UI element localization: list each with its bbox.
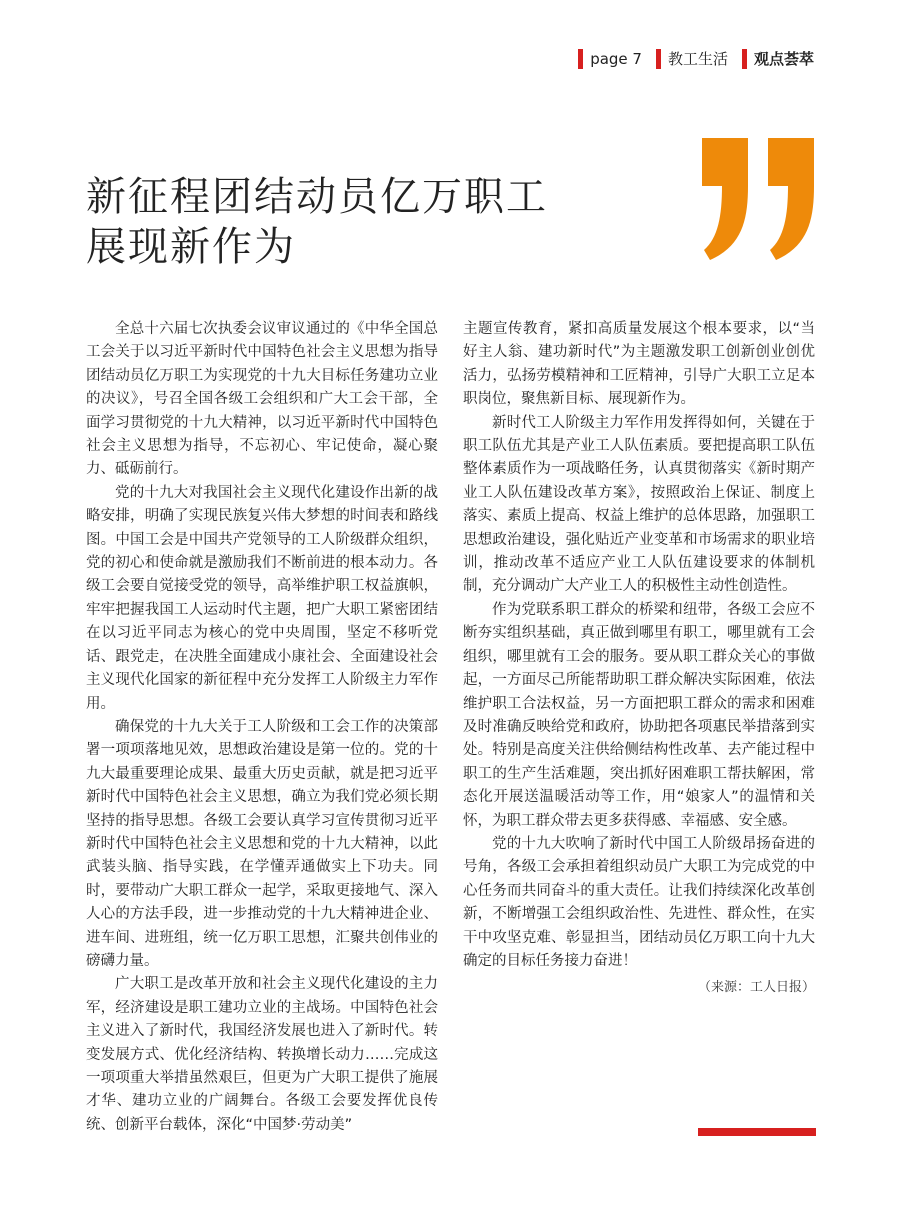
article-source: （来源：工人日报） [697, 980, 815, 996]
column-label: 观点荟萃 [753, 50, 814, 68]
footer-accent-bar [698, 1128, 816, 1136]
paragraph: 作为党联系职工群众的桥梁和纽带，各级工会应不断夯实组织基础，真正做到哪里有职工，哪里就有工会组织，哪里就有工会的服务。要从职工群众关心的事做起，一方面尽己所能帮助职工群众解决实际困难，依法维护职工合法权益，另一方面把职工群众的需求和困难及时准确反映给党和政府，协助把各项惠民举措落到实处。特别是高度关注供给侧结构性改革、去产能过程中职工的生产生活难题，突出抓好困难职工帮扶解困，常态化开展送温暖活动等工作，用“娘家人”的温情和关怀，为职工群众带去更多获得感、幸福感、安全感。 [463, 601, 815, 829]
paragraph: 全总十六届七次执委会议审议通过的《中华全国总工会关于以习近平新时代中国特色社会主义思想为指导 团结动员亿万职工为实现党的十九大目标任务建功立业的决议》，号召全国各级工会组织和广大工会干部，全面学习贯彻党的十九大精神，以习近平新时代中国特色社会主义思想为指导，不忘初心、牢记使命，凝心聚力、砥砺前行。 [86, 321, 438, 478]
header-red-bar [578, 49, 583, 69]
section-label: 教工生活 [667, 50, 728, 68]
header-page-number [578, 49, 642, 69]
header-red-bar [656, 49, 661, 69]
page-header [564, 48, 814, 70]
article-column-left [86, 318, 438, 1137]
paragraph: 党的十九大吹响了新时代中国工人阶级昂扬奋进的号角，各级工会承担着组织动员广大职工为完成党的中心任务而共同奋斗的重大责任。让我们持续深化改革创新，不断增强工会组织政治性、先进性、群众性，在实干中攻坚克难、彰显担当，团结动员亿万职工向十九大确定的目标任务接力奋进！ [463, 835, 815, 969]
paragraph: 广大职工是改革开放和社会主义现代化建设的主力军，经济建设是职工建功立业的主战场。中国特色社会主义进入了新时代，我国经济发展也进入了新时代。转变发展方式、优化经济结构、转换增长动力……完成这一项项重大举措虽然艰巨，但更为广大职工提供了施展才华、建功立业的广阔舞台。各级工会要发挥优良传统、创新平台载体，深化“中国梦·劳动美” [86, 976, 438, 1133]
title-line-1: 新征程团结动员亿万职工 [86, 174, 548, 220]
article-title [86, 172, 646, 272]
paragraph-continued: 主题宣传教育，紧扣高质量发展这个根本要求，以“当好主人翁、建功新时代”为主题激发职工创新创业创优活力，弘扬劳模精神和工匠精神，引导广大职工立足本职岗位，聚焦新目标、展现新作为。 [463, 321, 815, 408]
paragraph: 确保党的十九大关于工人阶级和工会工作的决策部署一项项落地见效，思想政治建设是第一位的。党的十九大最重要理论成果、最重大历史贡献，就是把习近平新时代中国特色社会主义思想，确立为我们党必须长期坚持的指导思想。各级工会要认真学习宣传贯彻习近平新时代中国特色社会主义思想和党的十九大精神，以此武装头脑、指导实践，在学懂弄通做实上下功夫。同时，要带动广大职工群众一起学，采取更接地气、深入人心的方法手段，进一步推动党的十九大精神进企业、进车间、进班组，统一亿万职工思想，汇聚共创伟业的磅礴力量。 [86, 718, 438, 969]
header-red-bar [742, 49, 747, 69]
page-label: page 7 [590, 50, 642, 68]
article-column-right [463, 318, 815, 999]
title-line-2: 展现新作为 [86, 224, 296, 270]
header-column [742, 49, 814, 69]
paragraph: 新时代工人阶级主力军作用发挥得如何，关键在于职工队伍尤其是产业工人队伍素质。要把提高职工队伍整体素质作为一项战略任务，认真贯彻落实《新时期产业工人队伍建设改革方案》，按照政治上保证、制度上落实、素质上提高、权益上维护的总体思路，加强职工思想政治建设，强化贴近产业变革和市场需求的职业培训，推动改革不适应产业工人队伍建设要求的体制机制，充分调动广大产业工人的积极性主动性创造性。 [463, 414, 815, 595]
header-section [656, 49, 728, 69]
closing-double-quote-icon [700, 138, 816, 260]
paragraph: 党的十九大对我国社会主义现代化建设作出新的战略安排，明确了实现民族复兴伟大梦想的时间表和路线图。中国工会是中国共产党领导的工人阶级群众组织，党的初心和使命就是激励我们不断前进的根本动力。各级工会要自觉接受党的领导，高举维护职工权益旗帜，牢牢把握我国工人运动时代主题，把广大职工紧密团结在以习近平同志为核心的党中央周围，坚定不移听党话、跟党走，在决胜全面建成小康社会、全面建设社会主义现代化国家的新征程中充分发挥工人阶级主力军作用。 [86, 484, 438, 712]
